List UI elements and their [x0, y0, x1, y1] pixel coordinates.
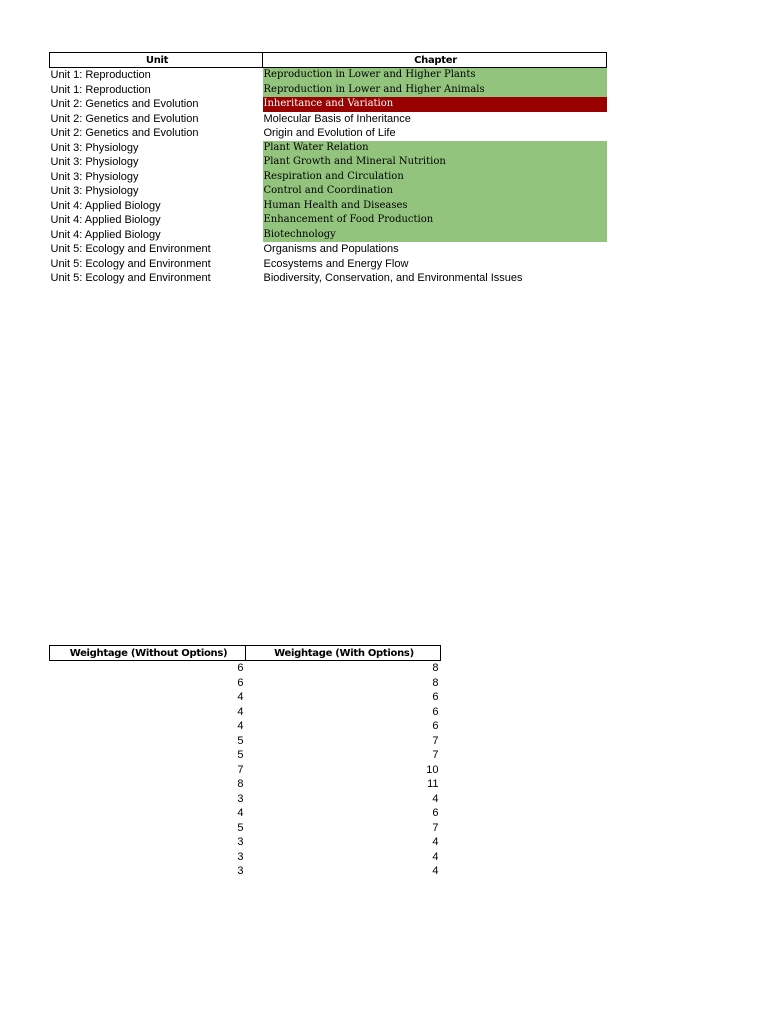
- weightage-table: [49, 645, 441, 879]
- chapter-cell[interactable]: Organisms and Populations: [263, 243, 399, 256]
- table-row: [50, 68, 607, 83]
- weightage-without-options-cell[interactable]: 8: [237, 778, 244, 791]
- table-row: [50, 257, 607, 272]
- weightage-with-options-cell[interactable]: 8: [432, 676, 439, 689]
- weightage-with-options-cell[interactable]: 4: [432, 792, 439, 805]
- chapter-cell[interactable]: Reproduction in Lower and Higher Animals: [263, 83, 607, 98]
- chapter-cell[interactable]: Reproduction in Lower and Higher Plants: [263, 68, 607, 83]
- unit-cell[interactable]: Unit 5: Ecology and Environment: [50, 272, 211, 285]
- chapter-cell[interactable]: Ecosystems and Energy Flow: [263, 257, 409, 270]
- weightage-without-options-cell[interactable]: 5: [237, 749, 244, 762]
- unit-cell[interactable]: Unit 2: Genetics and Evolution: [50, 127, 199, 140]
- unit-cell[interactable]: Unit 5: Ecology and Environment: [50, 243, 211, 256]
- chapter-header[interactable]: Chapter: [263, 53, 607, 68]
- chapter-cell[interactable]: Molecular Basis of Inheritance: [263, 112, 411, 125]
- weightage-with-options-cell[interactable]: 10: [426, 763, 439, 776]
- unit-cell[interactable]: Unit 4: Applied Biology: [50, 199, 161, 212]
- table-row: [50, 112, 607, 127]
- units-table-body: [50, 68, 607, 286]
- weightage-with-options-cell[interactable]: 6: [432, 720, 439, 733]
- table-row: [50, 806, 441, 821]
- chapter-cell[interactable]: Inheritance and Variation: [263, 97, 607, 112]
- chapter-cell[interactable]: Origin and Evolution of Life: [263, 127, 396, 140]
- unit-cell[interactable]: Unit 2: Genetics and Evolution: [50, 98, 199, 111]
- table-row: [50, 213, 607, 228]
- weightage-with-options-cell[interactable]: 4: [432, 836, 439, 849]
- table-row: [50, 835, 441, 850]
- weightage-with-options-cell[interactable]: 6: [432, 691, 439, 704]
- unit-cell[interactable]: Unit 3: Physiology: [50, 156, 139, 169]
- table-row: [50, 705, 441, 720]
- chapter-cell[interactable]: Respiration and Circulation: [263, 170, 607, 185]
- weightage-with-options-cell[interactable]: 11: [427, 778, 439, 791]
- unit-cell[interactable]: Unit 2: Genetics and Evolution: [50, 112, 199, 125]
- weightage-with-options-cell[interactable]: 7: [432, 821, 439, 834]
- table-row: [50, 83, 607, 98]
- weightage-with-options-cell[interactable]: 7: [432, 749, 439, 762]
- table-row: [50, 199, 607, 214]
- table-row: [50, 748, 441, 763]
- table-row: [50, 661, 441, 676]
- chapter-cell[interactable]: Plant Growth and Mineral Nutrition: [263, 155, 607, 170]
- header-row: [50, 53, 607, 68]
- chapter-cell[interactable]: Enhancement of Food Production: [263, 213, 607, 228]
- weightage-without-options-cell[interactable]: 6: [237, 662, 244, 675]
- table-row: [50, 777, 441, 792]
- weightage-without-options-cell[interactable]: 3: [237, 836, 244, 849]
- unit-cell[interactable]: Unit 3: Physiology: [50, 185, 139, 198]
- weightage-with-options-header[interactable]: Weightage (With Options): [246, 646, 441, 661]
- weightage-with-options-cell[interactable]: 4: [432, 850, 439, 863]
- table-row: [50, 676, 441, 691]
- weightage-without-options-cell[interactable]: 6: [237, 676, 244, 689]
- table-row: [50, 242, 607, 257]
- chapter-cell[interactable]: Human Health and Diseases: [263, 199, 607, 214]
- table-row: [50, 126, 607, 141]
- weightage-without-options-cell[interactable]: 3: [237, 865, 244, 878]
- chapter-cell[interactable]: Biodiversity, Conservation, and Environmental Issues: [263, 272, 523, 285]
- weightage-without-options-cell[interactable]: 3: [237, 850, 244, 863]
- table-row: [50, 690, 441, 705]
- chapter-cell[interactable]: Plant Water Relation: [263, 141, 607, 156]
- unit-cell[interactable]: Unit 4: Applied Biology: [50, 214, 161, 227]
- unit-header[interactable]: Unit: [50, 53, 263, 68]
- chapter-cell[interactable]: Control and Coordination: [263, 184, 607, 199]
- table-row: [50, 97, 607, 112]
- table-row: [50, 792, 441, 807]
- weightage-without-options-cell[interactable]: 4: [237, 720, 244, 733]
- table-row: [50, 170, 607, 185]
- table-row: [50, 271, 607, 286]
- weightage-with-options-cell[interactable]: 6: [432, 705, 439, 718]
- table-row: [50, 184, 607, 199]
- unit-cell[interactable]: Unit 4: Applied Biology: [50, 228, 161, 241]
- weightage-with-options-cell[interactable]: 4: [432, 865, 439, 878]
- table-row: [50, 821, 441, 836]
- weightage-without-options-cell[interactable]: 3: [237, 792, 244, 805]
- weightage-with-options-cell[interactable]: 8: [432, 662, 439, 675]
- unit-cell[interactable]: Unit 5: Ecology and Environment: [50, 257, 211, 270]
- table-row: [50, 864, 441, 879]
- header-row: [50, 646, 441, 661]
- chapter-cell[interactable]: Biotechnology: [263, 228, 607, 243]
- weightage-without-options-header[interactable]: Weightage (Without Options): [50, 646, 246, 661]
- weightage-without-options-cell[interactable]: 5: [237, 821, 244, 834]
- unit-cell[interactable]: Unit 1: Reproduction: [50, 83, 151, 96]
- weightage-table-body: [50, 661, 441, 879]
- weightage-without-options-cell[interactable]: 4: [237, 705, 244, 718]
- weightage-without-options-cell[interactable]: 5: [237, 734, 244, 747]
- table-row: [50, 228, 607, 243]
- table-row: [50, 763, 441, 778]
- table-row: [50, 850, 441, 865]
- weightage-with-options-cell[interactable]: 7: [432, 734, 439, 747]
- weightage-without-options-cell[interactable]: 4: [237, 807, 244, 820]
- weightage-without-options-cell[interactable]: 4: [237, 691, 244, 704]
- weightage-with-options-cell[interactable]: 6: [432, 807, 439, 820]
- unit-cell[interactable]: Unit 1: Reproduction: [50, 69, 151, 82]
- units-chapters-table: [49, 52, 607, 286]
- unit-cell[interactable]: Unit 3: Physiology: [50, 141, 139, 154]
- table-row: [50, 734, 441, 749]
- unit-cell[interactable]: Unit 3: Physiology: [50, 170, 139, 183]
- table-row: [50, 141, 607, 156]
- table-row: [50, 155, 607, 170]
- weightage-without-options-cell[interactable]: 7: [237, 763, 244, 776]
- table-row: [50, 719, 441, 734]
